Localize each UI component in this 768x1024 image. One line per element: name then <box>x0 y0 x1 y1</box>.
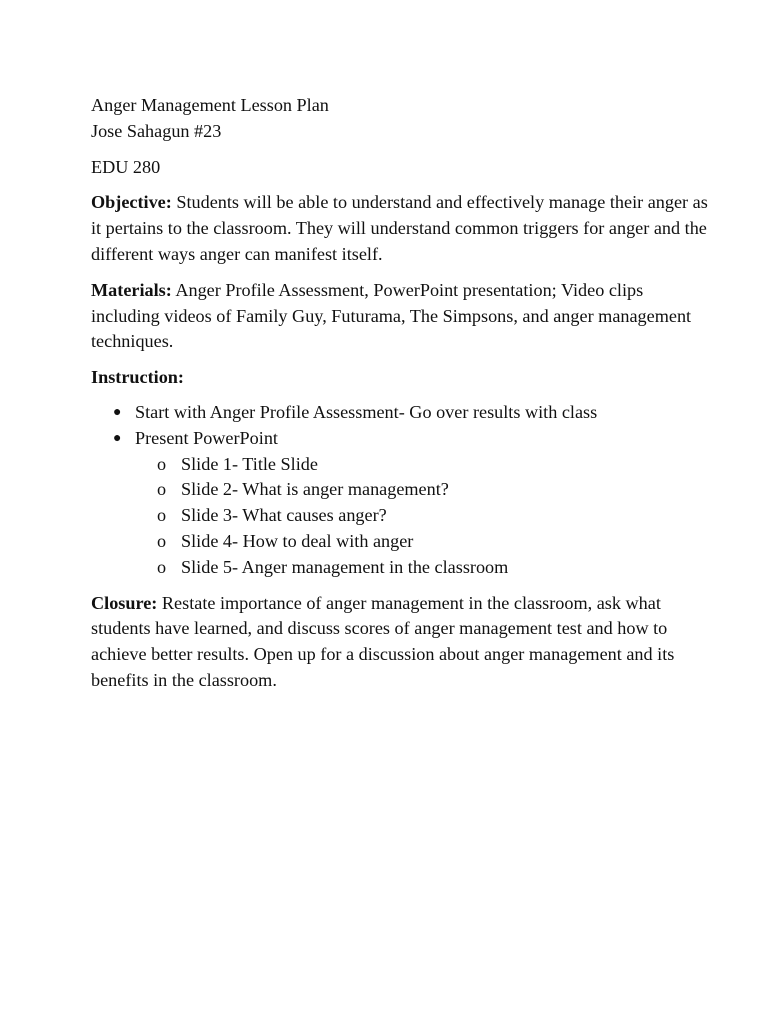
materials-paragraph <box>91 278 708 355</box>
list-item-text: Present PowerPoint <box>135 427 278 448</box>
document-title: Anger Management Lesson Plan <box>91 95 329 115</box>
materials-text: Anger Profile Assessment, PowerPoint presentation; Video clips including videos of Family Guy, Futurama, The Simpsons, and anger management techniques. <box>91 279 692 352</box>
sub-list-item <box>135 555 708 581</box>
list-item <box>91 400 708 426</box>
sub-list-item-text: Slide 4- How to deal with anger <box>181 530 414 551</box>
sub-list-item-text: Slide 2- What is anger management? <box>181 479 449 500</box>
sub-list-item-text: Slide 3- What causes anger? <box>181 505 387 526</box>
objective-label: Objective: <box>91 192 172 213</box>
bullet-icon: ● <box>113 430 122 446</box>
circle-bullet-icon: o <box>157 505 167 526</box>
closure-text: Restate importance of anger management in the classroom, ask what students have learned, and discuss scores of anger management test and how to achieve better results. Open up for a discussion about anger management and its benefits in the classroom. <box>91 592 675 690</box>
author-line: Jose Sahagun #23 <box>91 120 222 141</box>
closure-label: Closure: <box>91 592 158 613</box>
objective-text: Students will be able to understand and effectively manage their anger as it pertains to the classroom. They will understand common triggers for anger and the different ways anger can manifest itself. <box>91 192 708 264</box>
circle-bullet-icon: o <box>157 479 167 500</box>
circle-bullet-icon: o <box>157 453 167 474</box>
circle-bullet-icon: o <box>157 530 167 551</box>
sub-list-item <box>135 477 708 503</box>
sub-list-item-text: Slide 1- Title Slide <box>181 453 318 474</box>
list-item-text: Start with Anger Profile Assessment- Go over results with class <box>135 401 598 422</box>
instruction-list <box>91 400 708 581</box>
course-code: EDU 280 <box>91 156 161 177</box>
bullet-icon: ● <box>113 404 122 420</box>
closure-paragraph <box>91 591 708 694</box>
circle-bullet-icon: o <box>157 556 167 577</box>
list-item <box>91 426 708 581</box>
sub-list-item <box>135 503 708 529</box>
sub-list-item <box>135 529 708 555</box>
instruction-heading: Instruction: <box>91 367 184 388</box>
sub-list-item <box>135 452 708 478</box>
sub-list-item-text: Slide 5- Anger management in the classroom <box>181 556 509 577</box>
materials-label: Materials: <box>91 279 172 300</box>
objective-paragraph <box>91 190 708 267</box>
slides-sublist <box>135 452 708 581</box>
